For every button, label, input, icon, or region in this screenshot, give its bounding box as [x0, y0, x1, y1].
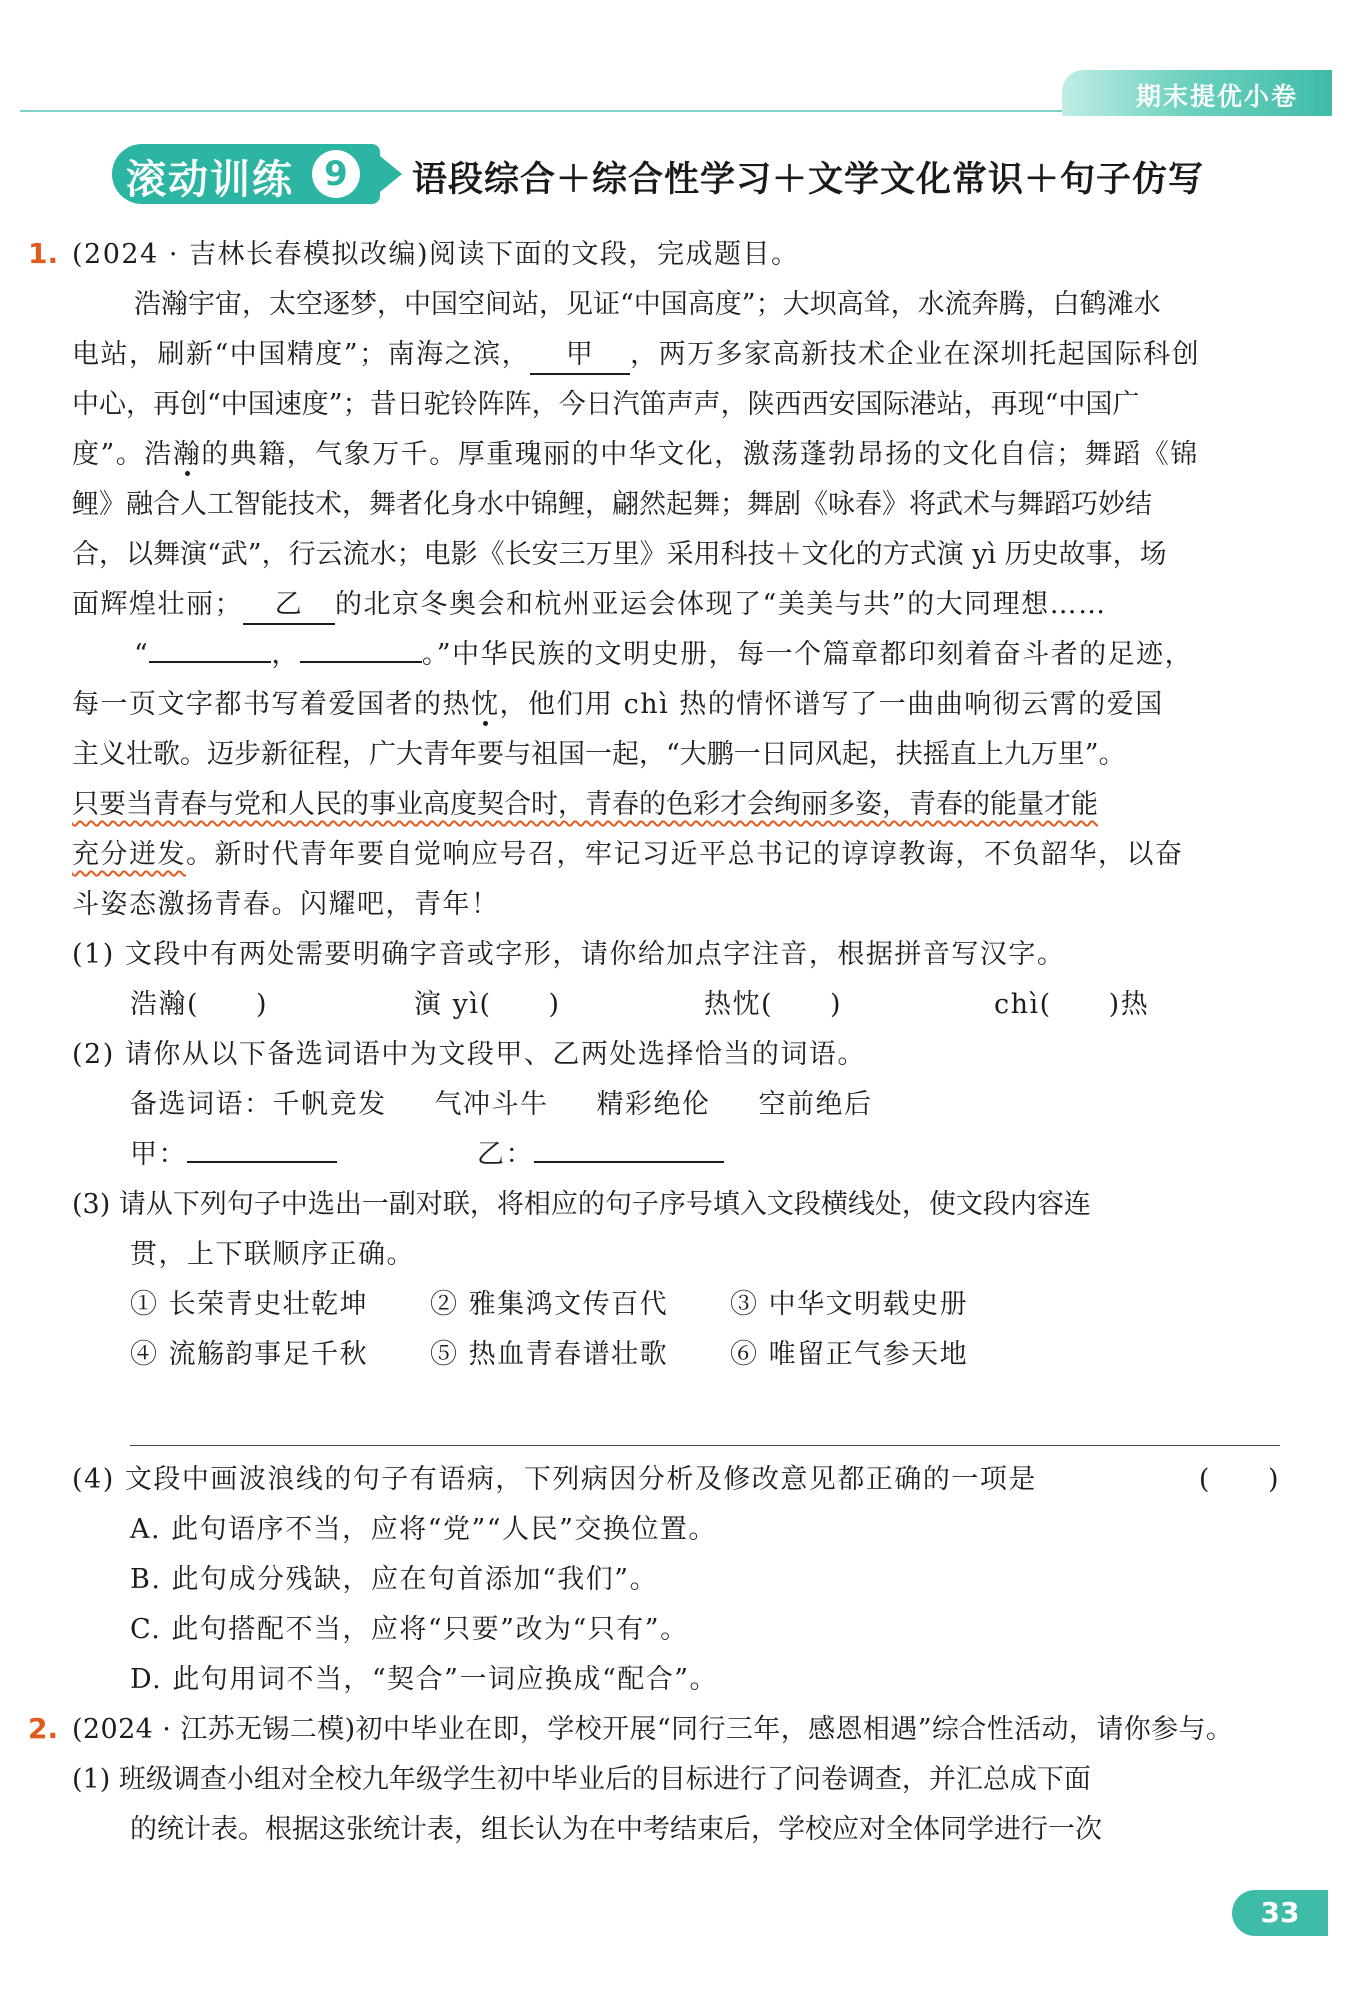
- passage-text: 。新时代青年要自觉响应号召，牢记习近平总书记的谆谆教诲，不负韶华，以奋: [186, 839, 1184, 870]
- passage-line: 鲤》融合人工智能技术，舞者化身水中锦鲤，翩然起舞；舞剧《咏春》将武术与舞蹈巧妙结: [72, 489, 1152, 520]
- passage-line: 中心，再创“中国速度”；昔日驼铃阵阵，今日汽笛声声，陕西西安国际港站，再现“中国广: [72, 389, 1140, 420]
- choice-option[interactable]: C. 此句搭配不当，应将“只要”改为“只有”。: [130, 1614, 689, 1645]
- passage-line: 浩瀚宇宙，太空逐梦，中国空间站，见证“中国高度”；大坝高耸，水流奔腾，白鹤滩水: [134, 289, 1161, 320]
- question-2-sub1-cont: 的统计表。根据这张统计表，组长认为在中考结束后，学校应对全体同学进行一次: [130, 1814, 1102, 1845]
- section-tab-label: 期末提优小卷: [1135, 82, 1298, 111]
- word-option: 千帆竞发: [272, 1089, 387, 1120]
- answer-row-jia-yi: [130, 1137, 1340, 1173]
- couplet-option: ① 长荣青史壮乾坤: [130, 1289, 369, 1320]
- couplet-blank-2: [300, 661, 422, 663]
- subquestion-1-stem: (1) 文段中有两处需要明确字音或字形，请你给加点字注音，根据拼音写汉字。: [72, 939, 1066, 970]
- passage-line: [72, 337, 1282, 375]
- jia-label: 甲：: [130, 1139, 187, 1170]
- question-2-number: 2.: [28, 1712, 59, 1745]
- blank-jia: 甲: [530, 337, 630, 375]
- passage-line: 斗姿态激扬青春。闪耀吧，青年！: [72, 889, 500, 920]
- question-1-number: 1.: [28, 237, 59, 270]
- badge-number: 9: [312, 150, 360, 198]
- passage-line: [72, 837, 1282, 873]
- passage-line: [72, 687, 1282, 723]
- wavy-sentence-end: 充分迸发: [72, 839, 186, 870]
- dotted-char: 瀚: [172, 439, 202, 470]
- couplet-options-row: [130, 1287, 1340, 1323]
- passage-text: 面辉煌壮丽；: [72, 589, 243, 620]
- subquestion-4-row: [72, 1462, 1280, 1498]
- couplet-blank-1: [149, 661, 271, 663]
- yi-answer-blank[interactable]: [534, 1161, 724, 1163]
- word-option: 空前绝后: [758, 1089, 873, 1120]
- couplet-options-row: [130, 1337, 1340, 1373]
- passage-text: 每一页文字都书写着爱国者的热: [72, 689, 471, 720]
- answer-line[interactable]: [130, 1445, 1280, 1446]
- passage-text: ，两万多家高新技术企业在深圳托起国际科创: [630, 339, 1201, 370]
- subquestion-3-stem-cont: 贯，上下联顺序正确。: [130, 1239, 415, 1270]
- passage-line: [72, 437, 1282, 473]
- passage-text: “: [134, 639, 150, 670]
- subquestion-4-stem: (4) 文段中画波浪线的句子有语病，下列病因分析及修改意见都正确的一项是: [72, 1464, 1037, 1495]
- answer-paren[interactable]: ( ): [1198, 1464, 1280, 1495]
- yi-label: 乙：: [477, 1139, 534, 1170]
- passage-line: 合，以舞演“武”，行云流水；电影《长安三万里》采用科技＋文化的方式演 yì 历史故事，场: [72, 539, 1167, 570]
- passage-line: [72, 587, 1282, 625]
- blank-yi: 乙: [243, 587, 335, 625]
- couplet-option: ③ 中华文明载史册: [730, 1289, 969, 1320]
- title-badge: [112, 144, 380, 204]
- passage-text: 的北京冬奥会和杭州亚运会体现了“美美与共”的大同理想……: [335, 589, 1107, 620]
- page-number: 33: [1232, 1890, 1328, 1936]
- pinyin-item: chì( )热: [994, 989, 1150, 1020]
- passage-text: ，他们用 chì 热的情怀谱写了一曲曲响彻云霄的爱国: [499, 689, 1164, 720]
- question-1-source: (2024 · 吉林长春模拟改编)阅读下面的文段，完成题目。: [72, 239, 800, 270]
- subquestion-2-stem: (2) 请你从以下备选词语中为文段甲、乙两处选择恰当的词语。: [72, 1039, 866, 1070]
- pinyin-item: 浩瀚( ): [130, 989, 269, 1020]
- pinyin-row: [130, 987, 1340, 1023]
- options-label: 备选词语：: [130, 1089, 273, 1120]
- choice-option[interactable]: A. 此句语序不当，应将“党”“人民”交换位置。: [130, 1514, 717, 1545]
- passage-text: 。”中华民族的文明史册，每一个篇章都印刻着奋斗者的足迹，: [421, 639, 1194, 670]
- pinyin-item: 热忱( ): [704, 989, 843, 1020]
- passage-text: 的典籍，气象万千。厚重瑰丽的中华文化，激荡蓬勃昂扬的文化自信；舞蹈《锦: [201, 439, 1199, 470]
- passage-line: [134, 637, 1344, 673]
- choice-option[interactable]: B. 此句成分残缺，应在句首添加“我们”。: [130, 1564, 659, 1595]
- couplet-option: ⑤ 热血青春谱壮歌: [430, 1339, 669, 1370]
- jia-answer-blank[interactable]: [187, 1161, 337, 1163]
- passage-text: ，: [271, 639, 300, 670]
- word-options: [130, 1087, 1340, 1123]
- couplet-option: ④ 流觞韵事足千秋: [130, 1339, 369, 1370]
- badge-label: 滚动训练: [126, 157, 294, 203]
- title-text: 语段综合＋综合性学习＋文学文化常识＋句子仿写: [412, 160, 1205, 200]
- worksheet-title: [112, 144, 1252, 208]
- dotted-char: 忱: [471, 689, 500, 720]
- choice-option[interactable]: D. 此句用词不当，“契合”一词应换成“配合”。: [130, 1664, 719, 1695]
- subquestion-3-stem: (3) 请从下列句子中选出一副对联，将相应的句子序号填入文段横线处，使文段内容连: [72, 1189, 1091, 1220]
- pinyin-item: 演 yì( ): [414, 989, 561, 1020]
- passage-text: 电站，刷新“中国精度”；南海之滨，: [72, 339, 531, 370]
- passage-text: 度”。浩: [72, 439, 173, 470]
- passage-line: 主义壮歌。迈步新征程，广大青年要与祖国一起，“大鹏一日同风起，扶摇直上九万里”。: [72, 739, 1126, 770]
- question-2-source: (2024 · 江苏无锡二模)初中毕业在即，学校开展“同行三年，感恩相遇”综合性活动，请你参与。: [72, 1714, 1234, 1745]
- couplet-option: ② 雅集鸿文传百代: [430, 1289, 669, 1320]
- question-2-sub1: (1) 班级调查小组对全校九年级学生初中毕业后的目标进行了问卷调查，并汇总成下面: [72, 1764, 1091, 1795]
- word-option: 精彩绝伦: [596, 1089, 711, 1120]
- badge-arrow-icon: [380, 156, 402, 192]
- couplet-option: ⑥ 唯留正气参天地: [730, 1339, 969, 1370]
- wavy-sentence: 只要当青春与党和人民的事业高度契合时，青春的色彩才会绚丽多姿，青春的能量才能: [72, 789, 1098, 820]
- word-option: 气冲斗牛: [434, 1089, 549, 1120]
- section-tab: [1062, 70, 1332, 116]
